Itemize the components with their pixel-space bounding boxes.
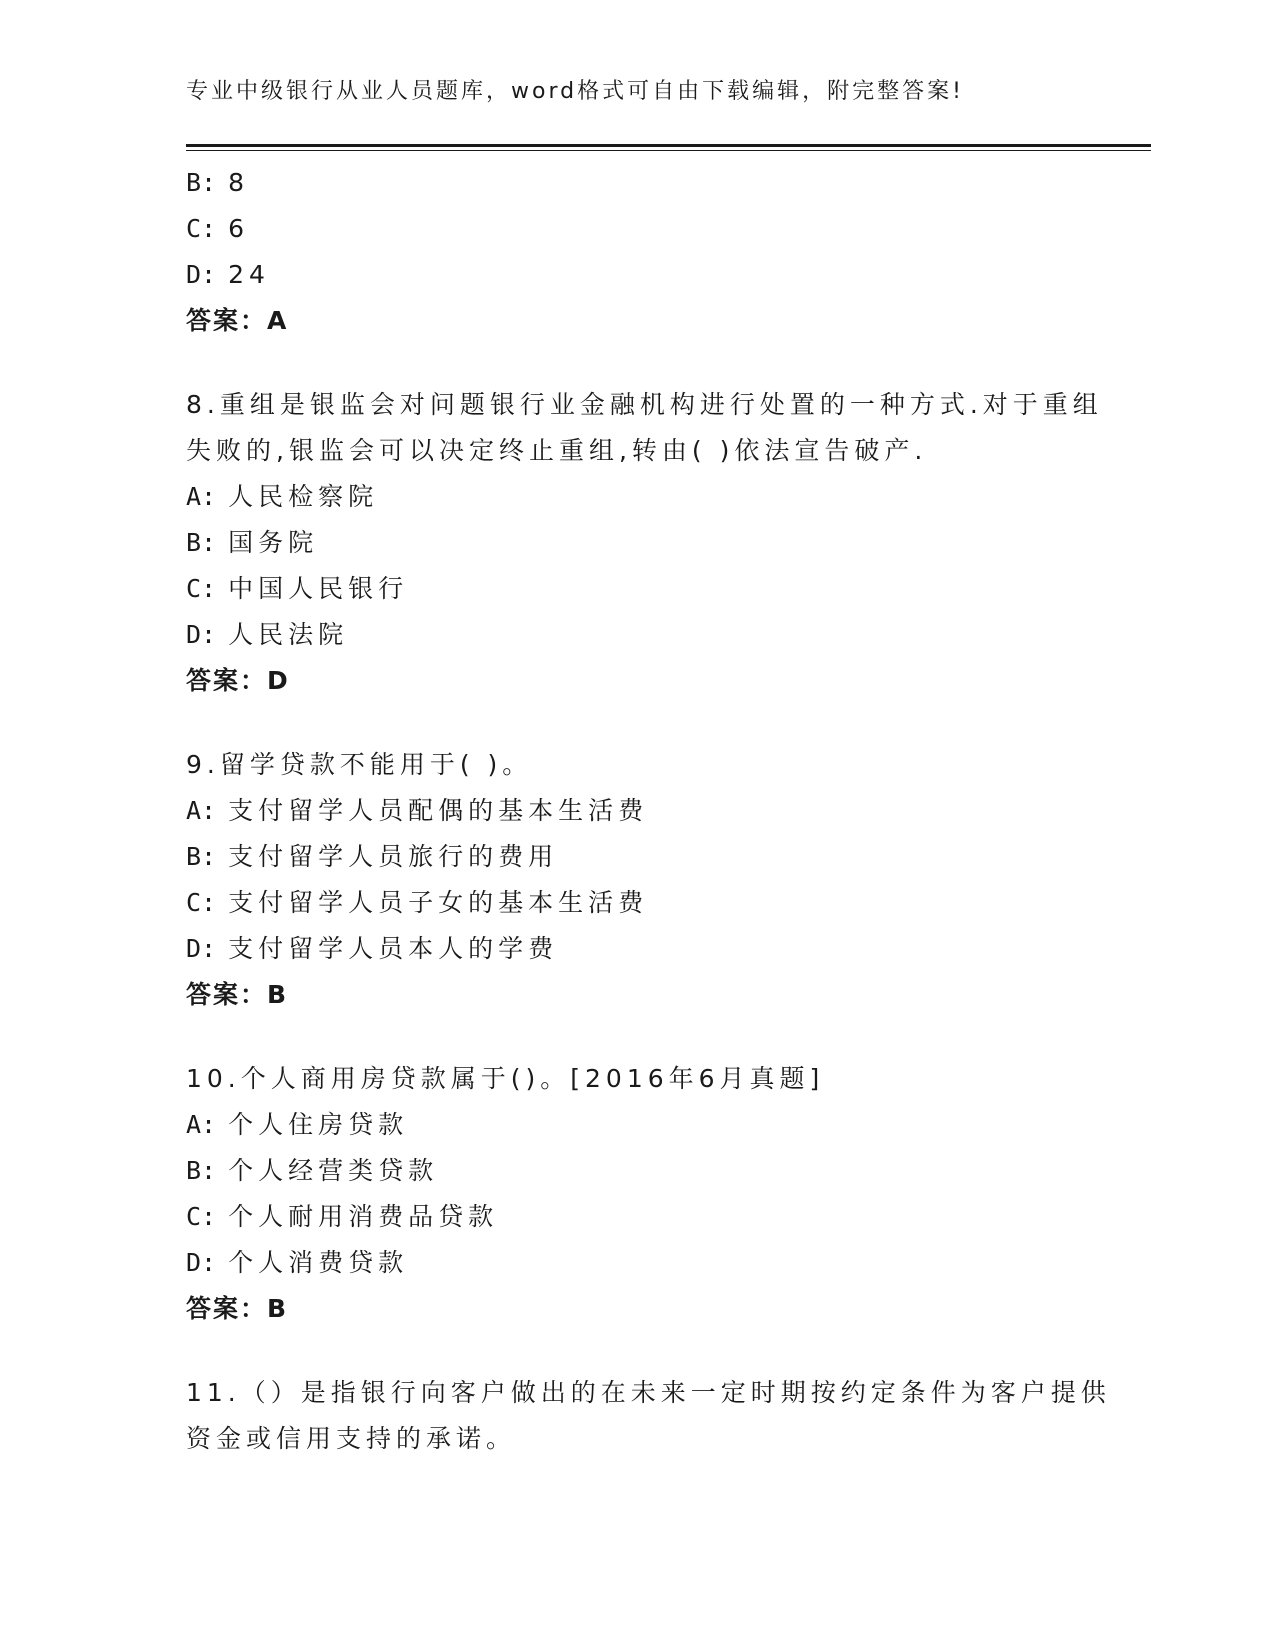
option-text: 中国人民银行 xyxy=(228,574,409,603)
option-d xyxy=(186,1240,1086,1286)
option-letter: C: xyxy=(186,888,217,917)
option-text: 支付留学人员子女的基本生活费 xyxy=(228,888,649,917)
option-d xyxy=(186,252,1086,298)
option-c xyxy=(186,880,1086,926)
spacer xyxy=(186,704,1086,742)
option-letter: D: xyxy=(186,260,217,289)
option-letter: C: xyxy=(186,1202,217,1231)
header-rule-thick xyxy=(186,144,1151,147)
option-letter: D: xyxy=(186,1248,217,1277)
answer-line xyxy=(186,298,1086,344)
question-8 xyxy=(186,382,1103,704)
option-c xyxy=(186,206,1086,252)
question-11 xyxy=(186,1370,1111,1462)
option-b xyxy=(186,834,1086,880)
question-text-line: 10.个人商用房贷款属于()。[2016年6月真题] xyxy=(186,1064,825,1093)
option-text: 个人消费贷款 xyxy=(228,1248,409,1277)
question-10 xyxy=(186,1056,1086,1332)
option-text: 个人经营类贷款 xyxy=(228,1156,439,1185)
option-text: 个人住房贷款 xyxy=(228,1110,409,1139)
question-text-line: 9.留学贷款不能用于( )。 xyxy=(186,750,533,779)
option-b xyxy=(186,160,1086,206)
option-text: 8 xyxy=(228,168,250,197)
option-text: 个人耐用消费品贷款 xyxy=(228,1202,499,1231)
option-text: 支付留学人员旅行的费用 xyxy=(228,842,559,871)
spacer xyxy=(186,344,1086,382)
question-7-tail xyxy=(186,160,1086,344)
option-letter: A: xyxy=(186,796,217,825)
option-text: 6 xyxy=(228,214,250,243)
option-text: 支付留学人员本人的学费 xyxy=(228,934,559,963)
answer-line xyxy=(186,1286,1086,1332)
question-9 xyxy=(186,742,1086,1018)
option-text: 人民检察院 xyxy=(228,482,379,511)
answer-line xyxy=(186,972,1086,1018)
option-letter: B: xyxy=(186,842,217,871)
spacer xyxy=(186,1018,1086,1056)
option-b xyxy=(186,520,1086,566)
option-letter: B: xyxy=(186,528,217,557)
option-letter: D: xyxy=(186,934,217,963)
answer-value: B xyxy=(267,980,289,1009)
option-letter: D: xyxy=(186,620,217,649)
answer-label: 答案： xyxy=(186,666,268,695)
answer-label: 答案： xyxy=(186,980,268,1009)
option-d xyxy=(186,926,1086,972)
page-header: 专业中级银行从业人员题库，word格式可自由下载编辑，附完整答案! xyxy=(186,79,964,104)
option-text: 人民法院 xyxy=(228,620,349,649)
answer-label: 答案： xyxy=(186,1294,268,1323)
option-text: 国务院 xyxy=(228,528,319,557)
question-text-line: 资金或信用支持的承诺。 xyxy=(186,1424,517,1453)
option-text: 支付留学人员配偶的基本生活费 xyxy=(228,796,649,825)
answer-value: B xyxy=(267,1294,289,1323)
question-text-line: 11.（）是指银行向客户做出的在未来一定时期按约定条件为客户提供 xyxy=(186,1378,1111,1407)
option-letter: B: xyxy=(186,168,217,197)
option-letter: C: xyxy=(186,574,217,603)
option-c xyxy=(186,1194,1086,1240)
option-a xyxy=(186,788,1086,834)
option-a xyxy=(186,1102,1086,1148)
option-letter: A: xyxy=(186,1110,217,1139)
option-c xyxy=(186,566,1086,612)
answer-value: D xyxy=(267,666,290,695)
option-b xyxy=(186,1148,1086,1194)
question-list xyxy=(186,160,1111,1462)
question-text-line: 8.重组是银监会对问题银行业金融机构进行处置的一种方式.对于重组 xyxy=(186,390,1103,419)
question-text-line: 失败的,银监会可以决定终止重组,转由( )依法宣告破产. xyxy=(186,436,928,465)
answer-label: 答案： xyxy=(186,306,268,335)
header-rule-thin xyxy=(186,150,1151,151)
answer-value: A xyxy=(267,306,289,335)
option-a xyxy=(186,474,1086,520)
spacer xyxy=(186,1332,1086,1370)
answer-line xyxy=(186,658,1086,704)
option-letter: A: xyxy=(186,482,217,511)
option-text: 24 xyxy=(228,260,270,289)
option-letter: B: xyxy=(186,1156,217,1185)
option-d xyxy=(186,612,1086,658)
option-letter: C: xyxy=(186,214,217,243)
